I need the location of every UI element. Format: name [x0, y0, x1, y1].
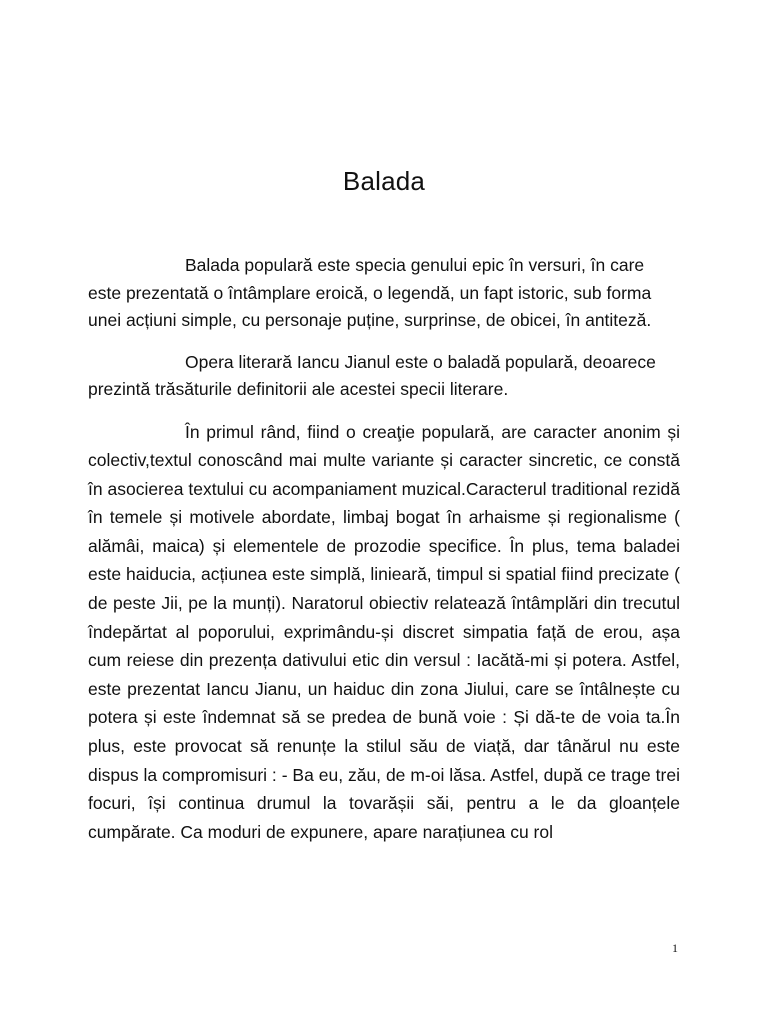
paragraph-definition: Balada populară este specia genului epic în versuri, în care este prezentată o întâmplare eroică, o legendă, un fapt istoric, sub forma unei acțiuni simple, cu personaje puține, surprinse, de obicei, în antiteză. [88, 255, 652, 330]
paragraph-argument: În primul rând, fiind o creaţie populară, are caracter anonim și colectiv,textul conoscând mai multe variante și caracter sincretic, ce constă în asocierea textului cu acompaniament muzical.Caracterul traditional rezidă în temele și motivele abordate, limbaj bogat în arhaisme și regionalisme ( alămâi, maica) și elementele de prozodie specifice. În plus, tema baladei este haiducia, acțiunea este simplă, linieară, timpul si spatial fiind precizate ( de peste Jii, pe la munți). Naratorul obiectiv relatează întâmplări din trecutul îndepărtat al poporului, exprimându-și discret simpatia față de erou, așa cum reiese din prezența dativului etic din versul : Iacătă-mi și potera. Astfel, este prezentat Iancu Jianu, un haiduc din zona Jiului, care se întâlnește cu potera și este îndemnat să se predea de bună voie : Și dă-te de voia ta.În plus, este provocat să renunțe la stilul său de viață, dar tânărul nu este dispus la compromisuri : - Ba eu, zău, de m-oi lăsa. Astfel, după ce trage trei focuri, își continua drumul la tovarășii săi, pentru a le da gloanțele cumpărate. Ca moduri de expunere, apare narațiunea cu rol [88, 421, 680, 842]
document-body [88, 252, 680, 860]
page-number: 1 [672, 941, 678, 955]
paragraph-thesis: Opera literară Iancu Jianul este o baladă populară, deoarece prezintă trăsăturile definitorii ale acestei specii literare. [88, 351, 656, 399]
document-title: Balada [342, 166, 426, 196]
